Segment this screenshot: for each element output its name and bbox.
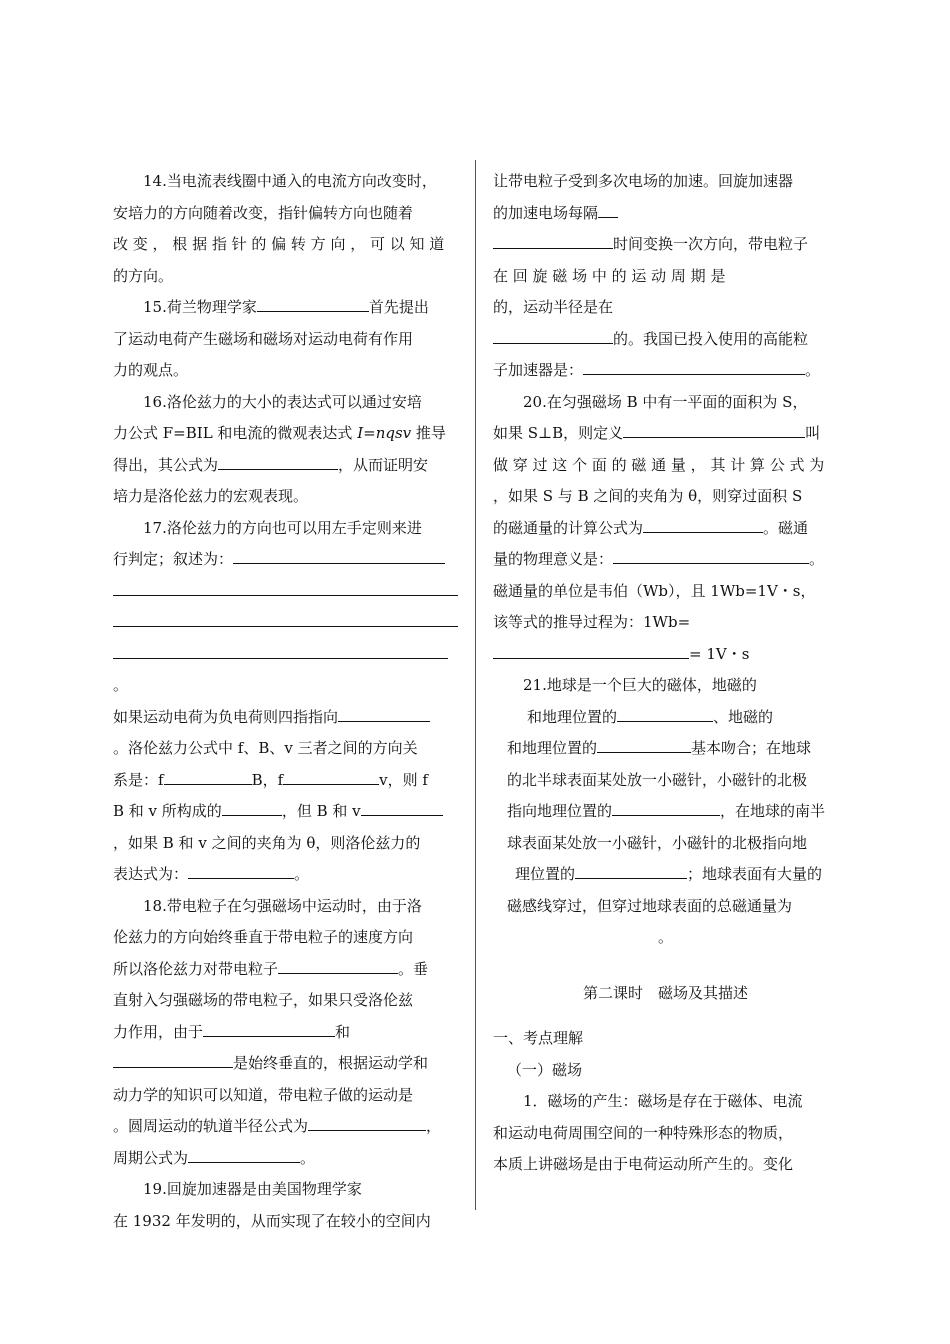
blank <box>613 549 809 564</box>
blank <box>113 581 458 596</box>
left-column <box>113 166 458 1237</box>
blank <box>338 707 430 722</box>
question-16: 16.洛伦兹力的大小的表达式可以通过安培 力公式 F=BIL 和电流的微观表达式 I=nqsv 推导 得出，其公式为 ，从而证明安 培力是洛伦兹力的宏观表现。 <box>113 392 446 505</box>
blank <box>308 1116 426 1131</box>
blank <box>113 644 448 659</box>
blank <box>597 738 691 753</box>
question-19-continued: 让带电粒子受到多次电场的加速。回旋加速器 的加速电场每隔 时间变换一次方向，带电粒子 在 回 旋 磁 场 中 的 运 动 周 期 是 的，运动半径是在 的。我国已投入使用的高能粒 子加速器是： 。 <box>493 172 821 379</box>
question-21: 21.地球是一个巨大的磁体，地磁的 和地理位置的 、地磁的 和地理位置的 基本吻合；在地球 的北半球表面某处放一小磁针，小磁针的北极 指向地理位置的 ，在地球的南半 球表面某处放一小磁针，小磁针的北极指向地 理位置的 ；地球表面有大量的 磁感线穿过，但穿过地球表面的总磁通量为 。 <box>507 676 826 946</box>
column-divider <box>475 160 476 1210</box>
blank <box>493 329 613 344</box>
question-18: 18.带电粒子在匀强磁场中运动时，由于洛 伦兹力的方向始终垂直于带电粒子的速度方向 所以洛伦兹力对带电粒子 。垂 直射入匀强磁场的带电粒子，如果只受洛伦兹 力作用，由于 和 是始终垂直的，根据运动学和 动力学的知识可以知道，带电粒子做的运动是 。圆周运动的轨道半径公式为 ， 周期公式为 。 <box>113 896 442 1167</box>
blank <box>203 1022 335 1037</box>
right-column <box>493 166 838 1181</box>
blank <box>361 801 443 816</box>
blank <box>257 297 369 312</box>
paragraph-1: 1．磁场的产生：磁场是存在于磁体、电流 和运动电荷周围空间的一种特殊形态的物质， 本质上讲磁场是由于电荷运动所产生的。变化 <box>493 1092 803 1173</box>
blank <box>113 612 458 627</box>
blank <box>643 518 763 533</box>
blank <box>113 1053 233 1068</box>
question-14: 14.当电流表线圈中通入的电流方向改变时， 安培力的方向随着改变，指针偏转方向也随着 改 变 ， 根 据 指 针 的 偏 转 方 向 ， 可 以 知 道 的方向。 <box>113 172 445 285</box>
blank <box>598 203 618 218</box>
blank <box>583 360 805 375</box>
section-title: 第二课时 磁场及其描述 <box>582 983 748 1002</box>
blank <box>164 770 252 785</box>
blank <box>218 455 338 470</box>
question-20: 20.在匀强磁场 B 中有一平面的面积为 S， 如果 S⊥B，则定义 叫 做 穿 过 这 个 面 的 磁 通 量 ， 其 计 算 公 式 为 ，如果 S 与 B 之间的夹角为 θ，则穿过面积 S 的磁通量的计算公式为 。磁通 量的物理意义是： 。 磁通量的单位是韦伯（Wb），且 1Wb=1V・s， 该等式的推导过程为：1Wb= = 1V・s <box>493 392 825 663</box>
blank <box>493 644 689 659</box>
blank <box>188 1148 300 1163</box>
blank <box>612 801 720 816</box>
heading-1: 一、考点理解 <box>493 1029 584 1047</box>
heading-2: （一）磁场 <box>507 1060 583 1079</box>
blank <box>283 770 379 785</box>
question-19: 19.回旋加速器是由美国物理学家 在 1932 年发明的，从而实现了在较小的空间内 <box>113 1180 431 1230</box>
blank <box>493 234 613 249</box>
blank <box>575 864 687 879</box>
blank <box>222 801 282 816</box>
blank <box>233 549 445 564</box>
blank <box>623 423 805 438</box>
question-15: 15.荷兰物理学家 首先提出 了运动电荷产生磁场和磁场对运动电荷有作用 力的观点。 <box>113 298 429 379</box>
question-17: 17.洛伦兹力的方向也可以用左手定则来进 行判定；叙述为： 。 如果运动电荷为负电荷则四指指向 。洛伦兹力公式中 f、B、v 三者之间的方向关 系是：f B，f v，则 f B 和 v 所构成的 ，但 B 和 v ，如果 B 和 v 之间的夹角为 θ，则洛伦兹力的 表达式为： 。 <box>113 513 458 891</box>
blank <box>188 864 294 879</box>
blank <box>617 707 713 722</box>
blank <box>278 959 398 974</box>
